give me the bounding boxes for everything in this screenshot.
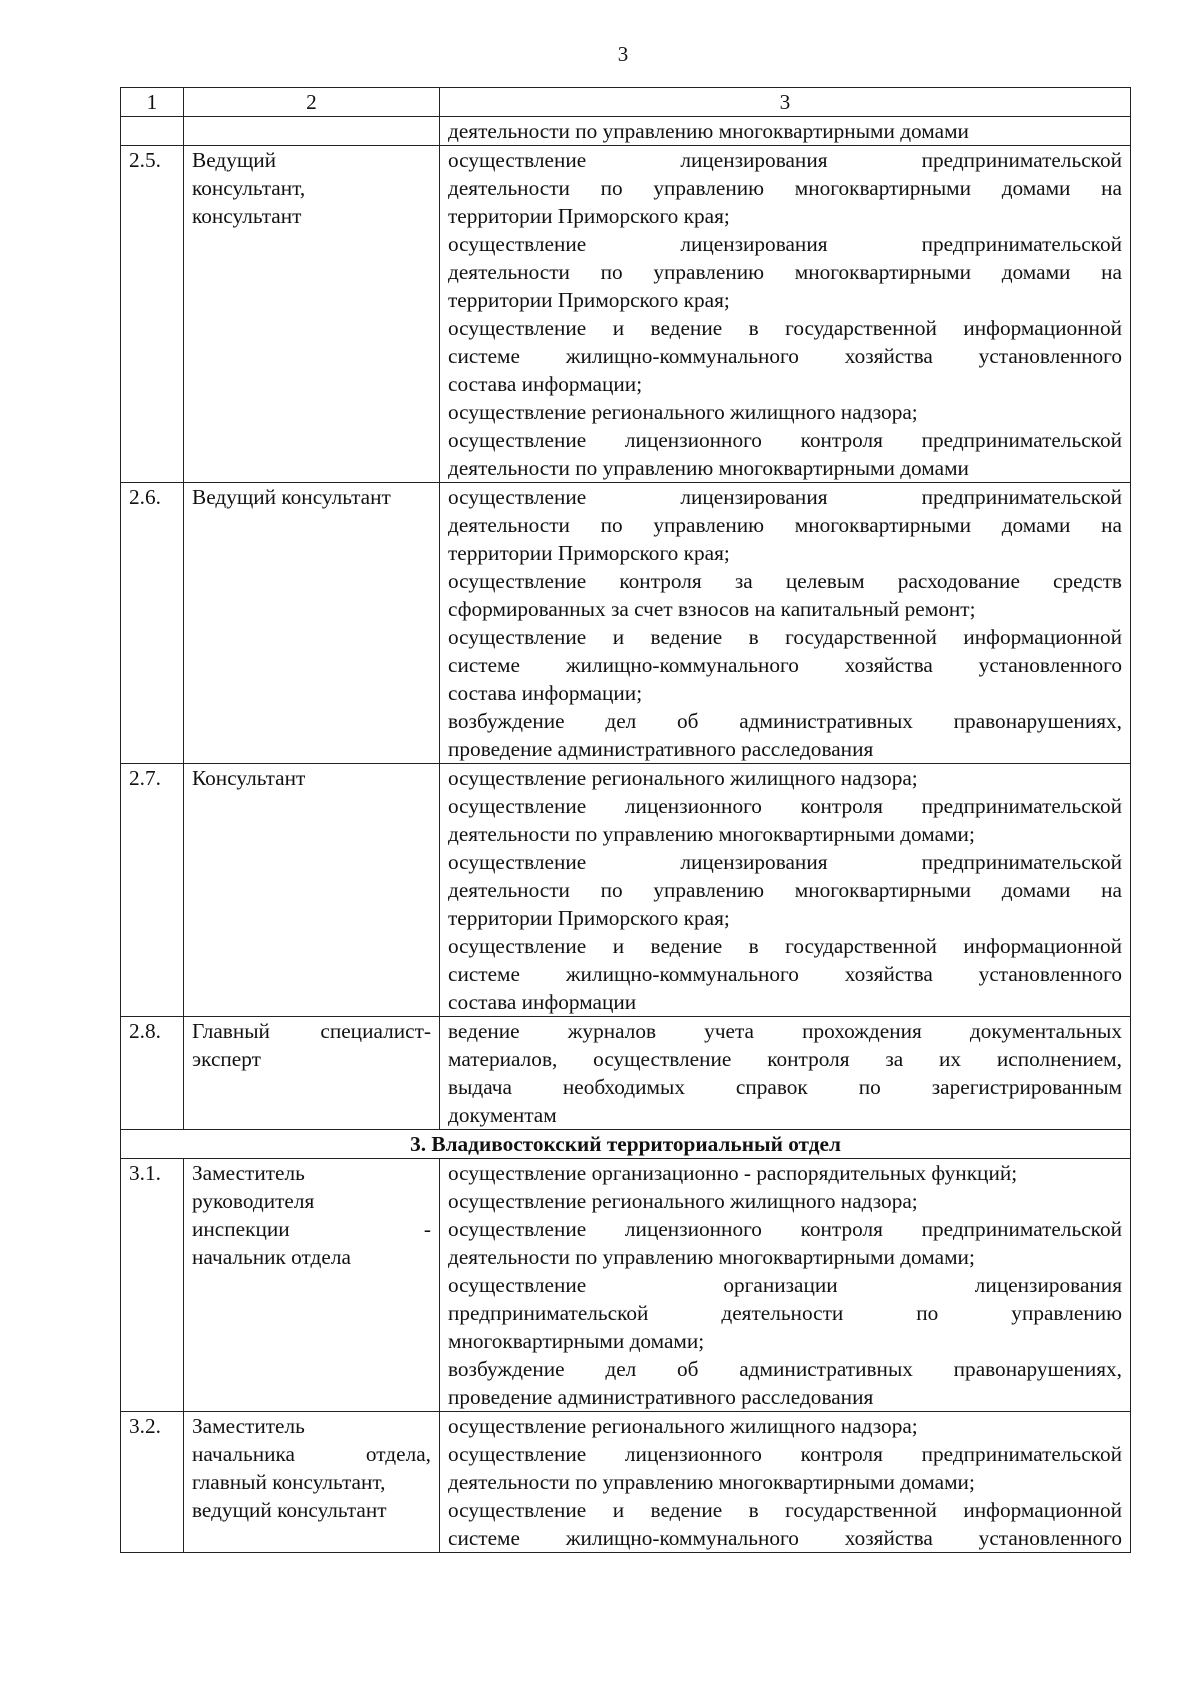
duties-cell [440,146,1131,483]
duty-line: деятельности по управлению многоквартирными домами; [448,822,975,846]
duty-line: деятельности по управлению многоквартирными домами на [448,878,1122,902]
duty-line: сформированных за счет взносов на капитальный ремонт; [448,597,976,621]
row-number: 2.6. [121,483,184,764]
duty-line: многоквартирными домами; [448,1329,705,1353]
duty-line: деятельности по управлению многоквартирными домами; [448,1245,975,1269]
duty-line: осуществление лицензирования предпринимательской [448,148,1122,172]
duty-line: материалов, осуществление контроля за их исполнением, [448,1047,1122,1071]
continuation-num-cell [121,117,184,146]
duty-line: территории Приморского края; [448,541,730,565]
duty-line: ведение журналов учета прохождения документальных [448,1019,1122,1043]
position-title-line: Главный специалист- [192,1019,431,1043]
duty-line: осуществление регионального жилищного надзора; [448,400,918,424]
column-header-1: 1 [121,88,184,117]
duty-line: системе жилищно-коммунального хозяйства установленного [448,962,1122,986]
duty-line: деятельности по управлению многоквартирными домами [448,456,969,480]
duty-line: осуществление лицензирования предпринимательской [448,850,1122,874]
section-heading-row [121,1130,1131,1159]
position-title-line: консультант, [192,176,306,200]
position-title-line: Консультант [192,766,306,790]
position-title-cell [184,146,440,483]
duty-line: территории Приморского края; [448,288,730,312]
duties-cell [440,483,1131,764]
duty-line: осуществление и ведение в государственной информационной [448,316,1122,340]
row-number: 2.5. [121,146,184,483]
duty-line: территории Приморского края; [448,204,730,228]
duty-line: системе жилищно-коммунального хозяйства установленного [448,1526,1122,1550]
position-title-cell [184,1017,440,1130]
duty-line: осуществление регионального жилищного надзора; [448,1189,918,1213]
duty-line: возбуждение дел об административных правонарушениях, [448,1357,1122,1381]
duty-line: возбуждение дел об административных правонарушениях, [448,709,1122,733]
column-header-2: 2 [184,88,440,117]
position-title-line: руководителя [192,1189,315,1213]
duty-line: системе жилищно-коммунального хозяйства установленного [448,653,1122,677]
duty-line: осуществление регионального жилищного надзора; [448,766,918,790]
position-title-cell [184,764,440,1017]
duty-line: системе жилищно-коммунального хозяйства установленного [448,344,1122,368]
table-row [121,146,1131,483]
position-title-line: ведущий консультант [192,1498,387,1522]
position-title-line: главный консультант, [192,1470,386,1494]
position-title-cell [184,483,440,764]
duty-line: состава информации [448,990,637,1014]
page-number: 3 [617,42,629,66]
duty-line: предпринимательской деятельности по управлению [448,1301,1122,1325]
duty-line: документам [448,1103,557,1127]
table-row [121,483,1131,764]
row-number: 2.8. [121,1017,184,1130]
duty-line: проведение административного расследования [448,737,874,761]
section-title: 3. Владивостокский территориальный отдел [121,1130,1131,1159]
column-header-3: 3 [440,88,1131,117]
duty-line: состава информации; [448,372,643,396]
continuation-title-cell [184,117,440,146]
position-title-line: Ведущий [192,148,277,172]
duty-line: осуществление лицензионного контроля предпринимательской [448,1217,1122,1241]
duty-line: осуществление регионального жилищного надзора; [448,1414,918,1438]
continuation-row [121,117,1131,146]
row-number: 2.7. [121,764,184,1017]
position-title-line: консультант [192,204,302,228]
position-title-line: Заместитель [192,1414,305,1438]
position-title-cell [184,1159,440,1412]
table-header-row [121,88,1131,117]
duties-cell [440,1159,1131,1412]
duty-line: территории Приморского края; [448,906,730,930]
duty-line: осуществление и ведение в государственной информационной [448,1498,1122,1522]
continuation-duties-cell [440,117,1131,146]
duty-line: осуществление лицензионного контроля предпринимательской [448,428,1122,452]
duty-line: деятельности по управлению многоквартирными домами на [448,176,1122,200]
position-title-line: Ведущий консультант [192,485,391,509]
duty-line: осуществление организации лицензирования [448,1273,1122,1297]
table-row [121,1412,1131,1553]
position-title-cell [184,1412,440,1553]
duty-line: осуществление и ведение в государственной информационной [448,625,1122,649]
table-row [121,764,1131,1017]
row-number: 3.2. [121,1412,184,1553]
position-title-line: инспекции - [192,1217,431,1241]
position-title-line: эксперт [192,1047,261,1071]
duty-line: осуществление организационно - распорядительных функций; [448,1161,1018,1185]
duty-line: осуществление лицензирования предпринимательской [448,485,1122,509]
duty-line: деятельности по управлению многоквартирными домами на [448,513,1122,537]
position-title-line: начальник отдела [192,1245,351,1269]
duty-line: осуществление контроля за целевым расходование средств [448,569,1122,593]
duties-cell [440,1412,1131,1553]
table-row [121,1159,1131,1412]
row-number: 3.1. [121,1159,184,1412]
duty-line: деятельности по управлению многоквартирными домами [448,119,969,143]
duty-line: осуществление лицензионного контроля предпринимательской [448,794,1122,818]
duty-line: осуществление лицензионного контроля предпринимательской [448,1442,1122,1466]
duty-line: выдача необходимых справок по зарегистрированным [448,1075,1122,1099]
duty-line: деятельности по управлению многоквартирными домами на [448,260,1122,284]
duty-line: деятельности по управлению многоквартирными домами; [448,1470,975,1494]
position-title-line: Заместитель [192,1161,305,1185]
table-row [121,1017,1131,1130]
duty-line: состава информации; [448,681,643,705]
duty-line: осуществление лицензирования предпринимательской [448,232,1122,256]
duties-cell [440,1017,1131,1130]
duty-line: проведение административного расследования [448,1385,874,1409]
position-title-line: начальника отдела, [192,1442,431,1466]
duties-cell [440,764,1131,1017]
duty-line: осуществление и ведение в государственной информационной [448,934,1122,958]
duties-table [120,87,1131,1553]
